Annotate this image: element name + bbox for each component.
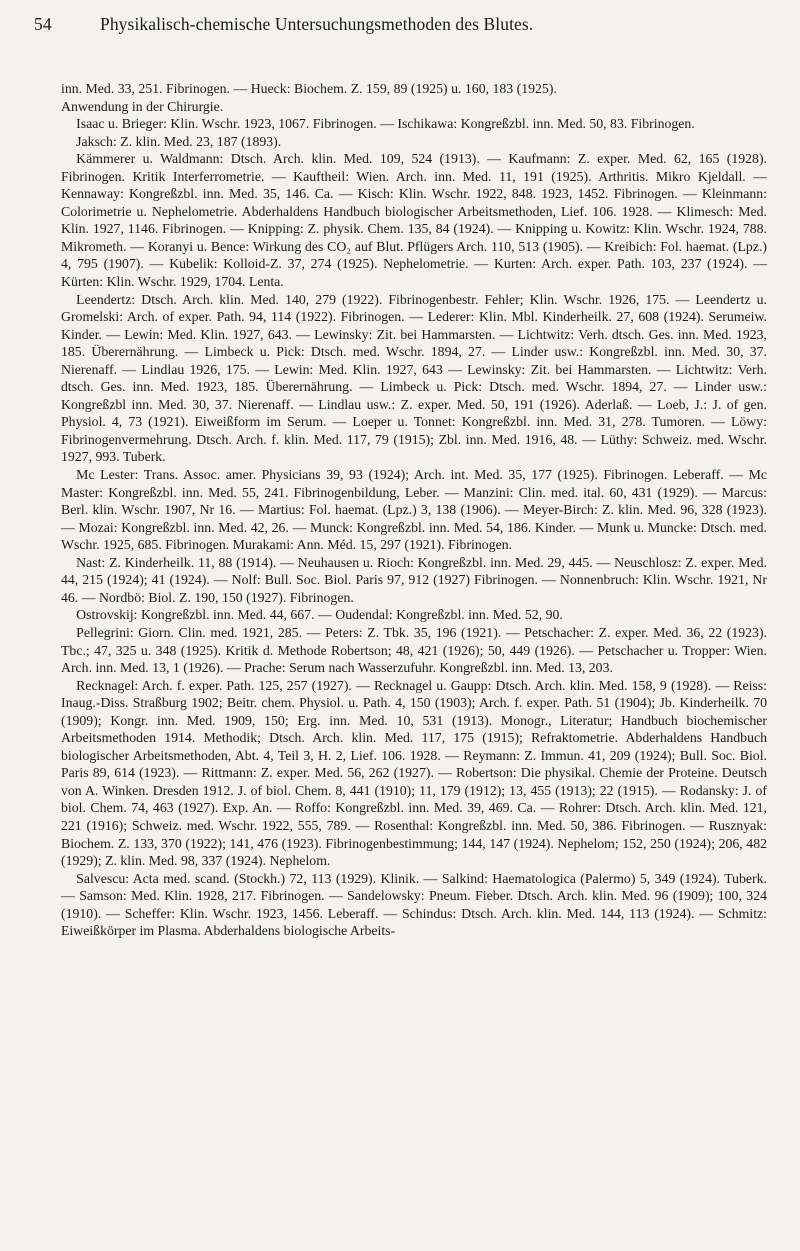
bibliography-paragraph: Isaac u. Brieger: Klin. Wschr. 1923, 1067. Fibrinogen. — Ischikawa: Kongreßzbl. inn. Med. 50, 83. Fibrinogen. xyxy=(76,116,695,132)
page-number: 54 xyxy=(34,14,52,34)
running-header xyxy=(34,14,768,35)
bibliography-paragraph: Pellegrini: Giorn. Clin. med. 1921, 285. — Peters: Z. Tbk. 35, 196 (1921). — Petschacher: Z. exper. Med. 36, 22 (1923). Tbc.; 47, 325 u. 348 (1925). Kritik d. Methode Robertson; 48, 421 (1926); 50, 449 (1926). — Petschacher u. Tropper: Wien. Arch. inn. Med. 13, 1 (1926). — Prache: Serum nach Wasserzufuhr. Kongreßzbl. inn. Med. 13, 203. xyxy=(61,624,767,676)
bibliography-text xyxy=(61,80,767,940)
bibliography-paragraph: Mc Lester: Trans. Assoc. amer. Physicians 39, 93 (1924); Arch. int. Med. 35, 177 (1925). Fibrinogen. Leberaff. — Mc Master: Kongreßzbl. inn. Med. 55, 241. Fibrinogenbildung, Leber. — Manzini: Clin. med. ital. 60, 431 (1929). — Marcus: Berl. klin. Wschr. 1907, Nr 16. — Martius: Fol. haemat. (Lpz.) 3, 138 (1906). — Meyer-Birch: Z. klin. Med. 96, 328 (1923). — Mozai: Kongreßzbl. inn. Med. 42, 26. — Munck: Kongreßzbl. inn. Med. 54, 186. Kinder. — Munk u. Muncke: Dtsch. med. Wschr. 1925, 685. Fibrinogen. Murakami: Ann. Méd. 15, 297 (1921). Fibrinogen. xyxy=(61,467,767,553)
bibliography-paragraph: Leendertz: Dtsch. Arch. klin. Med. 140, 279 (1922). Fibrinogenbestr. Fehler; Klin. Wschr. 1926, 175. — Leendertz u. Gromelski: Arch. of exper. Path. 94, 114 (1922). Fibrinogen. — Lederer: Klin. Mbl. Kinderheilk. 27, 608 (1924). Serumeiw. Kinder. — Lewin: Med. Klin. 1927, 643. — Lewinsky: Zit. bei Hammarsten. — Lichtwitz: Verh. dtsch. Ges. inn. Med. 1923, 185. Überernährung. — Limbeck u. Pick: Dtsch. med. Wschr. 1894, 27. — Linder usw.: Kongreßzbl. inn. Med. 30, 37. Nierenaff. — Lindlau 1926, 175. — Lewin: Med. Klin. 1927, 643 — Lewinsky: Zit. bei Hammarsten. — Lichtwitz: Verh. dtsch. Ges. inn. Med. 1923, 185. Überernährung. — Limbeck u. Pick: Dtsch. med. Wschr. 1894, 27. — Linder usw.: Kongreßzbl inn. Med. 30, 37. Nierenaff. — Lindlau usw.: Z. exper. Med. 50, 191 (1926). Aderlaß. — Loeb, J.: J. of gen. Physiol. 4, 73 (1921). Eiweißform im Serum. — Loeper u. Tonnet: Kongreßzbl. inn. Med. 31, 278. Tumoren. — Löwy: Fibrinogenvermehrung. Dtsch. Arch. f. klin. Med. 117, 79 (1915); Zbl. inn. Med. 1916, 48. — Lüthy: Schweiz. med. Wschr. 1927, 993. Tuberk. xyxy=(61,291,767,465)
bibliography-paragraph: Ostrovskij: Kongreßzbl. inn. Med. 44, 667. — Oudendal: Kongreßzbl. inn. Med. 52, 90. xyxy=(76,607,563,623)
running-title: Physikalisch-chemische Untersuchungsmethoden des Blutes. xyxy=(100,14,534,34)
bibliography-paragraph: inn. Med. 33, 251. Fibrinogen. — Hueck: Biochem. Z. 159, 89 (1925) u. 160, 183 (1925). xyxy=(61,81,557,96)
bibliography-paragraph: Salvescu: Acta med. scand. (Stockh.) 72, 113 (1929). Klinik. — Salkind: Haematologica (Palermo) 5, 349 (1924). Tuberk. — Samson: Med. Klin. 1928, 217. Fibrinogen. — Sandelowsky: Pneum. Fieber. Dtsch. Arch. klin. Med. 96 (1909); 100, 324 (1910). — Scheffer: Klin. Wschr. 1923, 1456. Leberaff. — Schindus: Dtsch. Arch. klin. Med. 144, 113 (1924). — Schmitz: Eiweißkörper im Plasma. Abderhaldens biologische Arbeits- xyxy=(61,870,767,939)
bibliography-paragraph: Anwendung in der Chirurgie. xyxy=(61,98,224,114)
bibliography-paragraph: Jaksch: Z. klin. Med. 23, 187 (1893). xyxy=(76,133,282,149)
bibliography-paragraph: Kämmerer u. Waldmann: Dtsch. Arch. klin. Med. 109, 524 (1913). — Kaufmann: Z. exper. Med. 62, 165 (1928). Fibrinogen. Kritik Interferrometrie. — Kauftheil: Wien. Arch. inn. Med. 11, 191 (1925). Arthritis. Mikro Kjeldall. — Kennaway: Kongreßzbl. inn. Med. 35, 146. Ca. — Kisch: Klin. Wschr. 1922, 848. 1923, 1452. Fibrinogen. — Kleinmann: Colorimetrie u. Nephelometrie. Abderhaldens Handbuch biologischer Arbeitsmethoden, Lief. 106. 1928. — Klimesch: Med. Klin. 1927, 1146. Fibrinogen. — Knipping: Z. physik. Chem. 135, 84 (1924). — Knipping u. Kowitz: Klin. Wschr. 1924, 788. Mikrometh. — Koranyi u. Bence: Wirkung des CO₂ auf Blut. Pflügers Arch. 110, 513 (1905). — Kreibich: Fol. haemat. (Lpz.) 4, 795 (1907). — Kubelik: Kolloid-Z. 37, 274 (1925). Nephelometrie. — Kurten: Arch. exper. Path. 103, 237 (1924). — Kürten: Klin. Wschr. 1929, 1704. Lenta. xyxy=(61,151,767,290)
bibliography-paragraph: Nast: Z. Kinderheilk. 11, 88 (1914). — Neuhausen u. Rioch: Kongreßzbl. inn. Med. 29, 445. — Neuschlosz: Z. exper. Med. 44, 215 (1924); 41 (1924). — Nolf: Bull. Soc. Biol. Paris 97, 912 (1927) Fibrinogen. — Nonnenbruch: Klin. Wschr. 1921, Nr 46. — Nordbö: Biol. Z. 190, 150 (1927). Fibrinogen. xyxy=(61,554,767,605)
bibliography-paragraph: Recknagel: Arch. f. exper. Path. 125, 257 (1927). — Recknagel u. Gaupp: Dtsch. Arch. klin. Med. 158, 9 (1928). — Reiss: Inaug.-Diss. Straßburg 1902; Beitr. chem. Physiol. u. Path. 4, 150 (1903); Arch. f. exper. Path. 51 (1904); Jb. Kinderheilk. 70 (1909); Kongr. inn. Med. 1909, 150; Erg. inn. Med. 10, 531 (1913). Monogr., Literatur; Handbuch biochemischer Arbeitsmethoden 1914. Methodik; Dtsch. Arch. klin. Med. 117, 175 (1915); Refraktometrie. Abderhaldens Handbuch biologischer Arbeitsmethoden, Abt. 4, Teil 3, H. 2, Lief. 106. 1928. — Reymann: Z. Immun. 41, 209 (1924); Bull. Soc. Biol. Paris 89, 614 (1923). — Rittmann: Z. exper. Med. 56, 262 (1927). — Robertson: Die physikal. Chemie der Proteine. Deutsch von A. Winken. Dresden 1912. J. of biol. Chem. 8, 441 (1910); 11, 179 (1912); 13, 455 (1913); 22 (1915). — Rodansky: J. of biol. Chem. 74, 463 (1927). Exp. An. — Roffo: Kongreßzbl. inn. Med. 39, 469. Ca. — Rohrer: Dtsch. Arch. klin. Med. 121, 221 (1916); Schweiz. med. Wschr. 1922, 555, 789. — Rosenthal: Kongreßzbl. inn. Med. 50, 386. Fibrinogen. — Rusznyak: Biochem. Z. 133, 370 (1922); 141, 476 (1923). Fibrinogenbestimmung; 144, 147 (1924). Nephelom; 152, 250 (1924); 206, 482 (1929); Z. klin. Med. 98, 337 (1924). Nephelom. xyxy=(61,677,767,869)
